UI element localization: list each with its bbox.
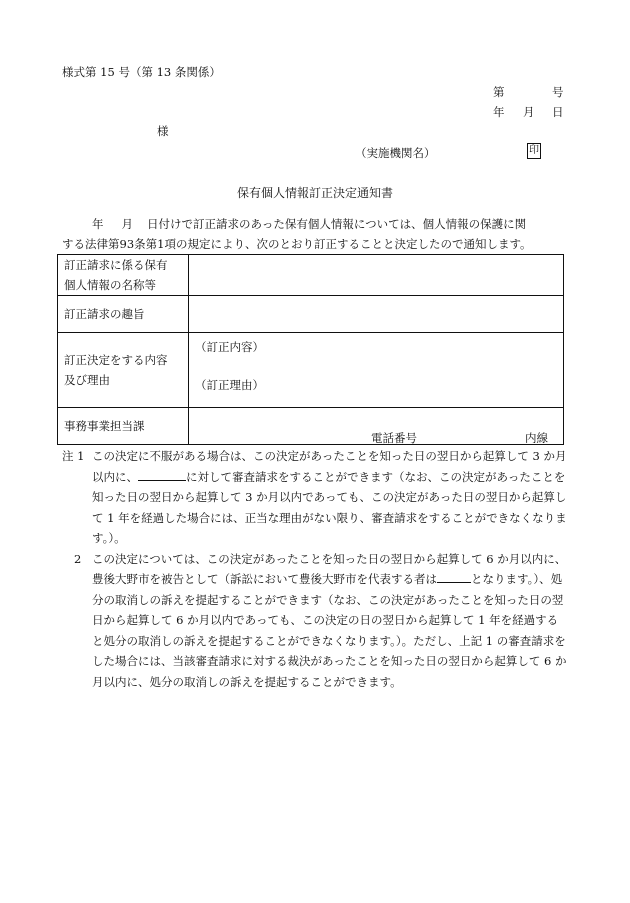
note-2-marker: 2 [74,551,82,566]
intro-month: 月 [121,217,133,231]
blank-field [437,570,471,583]
institution-name: （実施機関名） [355,146,436,160]
seal-stamp: 印 [527,143,541,159]
extension-label: 内線 [525,431,548,445]
note-1-marker: 注 1 [62,449,85,463]
table-label: 訂正請求の趣旨 [58,296,189,333]
table-value-cell [189,255,564,296]
table-label [58,333,189,408]
table-value-cell [189,333,564,408]
table-label-line: 及び理由 [64,373,110,387]
table-row [58,333,564,408]
note-1-text-b: に対して審査請求をすることができます（なお、この決定があったことを知った日の翌日から起算して 3 か月以内であっても、この決定があった日の翌日から起算して 1 年を経過した場合には、正当な理由がない限り、審査請求をすることができなくなります。）。 [92,469,567,545]
table-row [58,296,564,333]
document-title: 保有個人情報訂正決定通知書 [236,186,393,200]
table-value-cell [189,408,564,445]
recipient-honorific: 様 [157,124,169,138]
notes-section [62,446,568,692]
table-label [58,255,189,296]
table-row [58,255,564,296]
decision-table [57,254,564,445]
intro-year: 年 [92,217,104,231]
table-row [58,408,564,445]
intro-line-1 [62,218,526,232]
blank-field [138,468,186,481]
form-number: 様式第 15 号（第 13 条関係） [62,65,221,79]
date-year: 年 [493,105,505,119]
note-1-text-a: この決定に不服がある場合は、この決定があったことを知った日の翌日から起算して 3 か月以内に、 [92,449,567,484]
table-label-line: 訂正決定をする内容 [64,353,168,367]
phone-number-label: 電話番号 [371,431,417,445]
doc-number-suffix: 号 [552,85,564,99]
doc-number-prefix: 第 [493,85,505,99]
correction-content-label: （訂正内容） [195,340,264,354]
intro-line-2: する法律第93条第1項の規定により、次のとおり訂正することと決定したので通知します。 [62,237,532,251]
table-label-line: 個人情報の名称等 [64,278,156,292]
date-month: 月 [523,105,535,119]
table-value-cell [189,296,564,333]
note-2-text-b: となります。）、処分の取消しの訴えを提起することができます（なお、この決定があったことを知った日の翌日から起算して 6 か月以内であっても、この決定の日の翌日から起算して 1 年を経過すると処分の取消しの訴えを提起することができなくなります。）。ただし、上記 1 の審査請求をした場合には、当該審査請求に対する裁決があったことを知った日の翌日から起算して 6 か月以内に、処分の取消しの訴えを提起することができます。 [92,572,567,689]
date-day: 日 [552,105,564,119]
note-2-text-a: この決定については、この決定があったことを知った日の翌日から起算して 6 か月以内に、豊後大野市を被告として（訴訟において豊後大野市を代表する者は [92,551,567,586]
note-1 [62,446,568,549]
note-2 [62,549,568,693]
table-label-line: 訂正請求に係る保有 [64,258,168,272]
intro-text: 日付けで訂正請求のあった保有個人情報については、個人情報の保護に関 [147,217,527,231]
correction-reason-label: （訂正理由） [195,378,264,392]
table-label: 事務事業担当課 [58,408,189,445]
